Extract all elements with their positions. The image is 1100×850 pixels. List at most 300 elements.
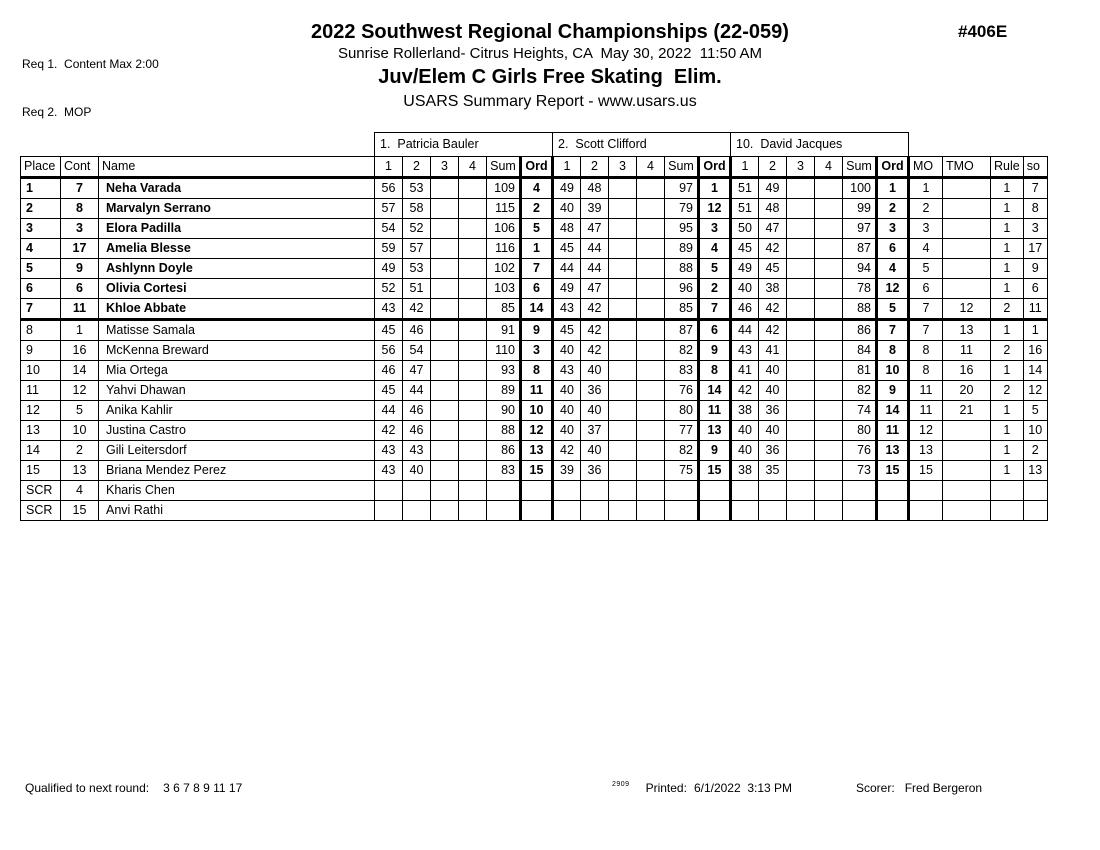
tmo-cell xyxy=(943,279,991,299)
score-cell xyxy=(609,381,637,401)
rule-cell: 1 xyxy=(991,461,1024,481)
score-cell xyxy=(431,421,459,441)
tmo-cell: 13 xyxy=(943,320,991,341)
score-cell: 42 xyxy=(581,320,609,341)
place-cell: 14 xyxy=(21,441,61,461)
table-row xyxy=(21,341,1048,361)
sum-cell: 109 xyxy=(487,178,521,199)
cont-cell: 17 xyxy=(61,239,99,259)
ord-cell: 10 xyxy=(521,401,553,421)
score-cell: 46 xyxy=(403,401,431,421)
version-note: 2909 xyxy=(612,781,630,788)
score-cell: 36 xyxy=(581,381,609,401)
ord-cell xyxy=(521,501,553,521)
score-cell: 40 xyxy=(581,401,609,421)
column-header-mo: MO xyxy=(909,157,943,178)
mo-cell: 7 xyxy=(909,299,943,320)
place-cell: SCR xyxy=(21,481,61,501)
score-cell xyxy=(609,178,637,199)
score-cell xyxy=(609,421,637,441)
ord-cell: 12 xyxy=(877,279,909,299)
mo-cell: 8 xyxy=(909,361,943,381)
ord-cell: 8 xyxy=(877,341,909,361)
score-cell xyxy=(459,361,487,381)
so-cell: 9 xyxy=(1023,259,1047,279)
score-cell xyxy=(459,219,487,239)
score-cell: 42 xyxy=(759,299,787,320)
score-cell: 49 xyxy=(731,259,759,279)
rule-cell: 2 xyxy=(991,299,1024,320)
results-table xyxy=(20,132,1048,521)
tmo-cell: 21 xyxy=(943,401,991,421)
judge-header-row xyxy=(21,133,1048,157)
sum-cell: 93 xyxy=(487,361,521,381)
score-cell xyxy=(637,199,665,219)
rule-cell: 2 xyxy=(991,341,1024,361)
score-cell xyxy=(459,481,487,501)
mo-cell: 11 xyxy=(909,381,943,401)
score-cell: 40 xyxy=(759,421,787,441)
cont-cell: 4 xyxy=(61,481,99,501)
mo-cell xyxy=(909,501,943,521)
score-cell xyxy=(787,461,815,481)
score-cell: 43 xyxy=(553,299,581,320)
score-cell: 44 xyxy=(581,239,609,259)
score-cell: 45 xyxy=(553,239,581,259)
tmo-cell: 12 xyxy=(943,299,991,320)
score-cell xyxy=(815,361,843,381)
score-cell xyxy=(581,481,609,501)
place-cell: 11 xyxy=(21,381,61,401)
ord-cell: 4 xyxy=(521,178,553,199)
ord-cell: 4 xyxy=(699,239,731,259)
score-cell: 36 xyxy=(759,401,787,421)
table-head xyxy=(21,133,1048,178)
ord-cell xyxy=(521,481,553,501)
score-cell xyxy=(731,501,759,521)
column-header-so: so xyxy=(1023,157,1047,178)
so-cell: 3 xyxy=(1023,219,1047,239)
tmo-cell xyxy=(943,441,991,461)
score-cell xyxy=(609,320,637,341)
ord-cell: 9 xyxy=(521,320,553,341)
sum-cell: 106 xyxy=(487,219,521,239)
ord-cell xyxy=(699,481,731,501)
sum-cell xyxy=(665,501,699,521)
score-cell xyxy=(787,299,815,320)
score-cell xyxy=(815,401,843,421)
score-cell: 46 xyxy=(403,421,431,441)
sum-cell: 110 xyxy=(487,341,521,361)
table-row xyxy=(21,381,1048,401)
score-cell xyxy=(431,259,459,279)
ord-cell: 3 xyxy=(699,219,731,239)
sum-cell xyxy=(843,481,877,501)
ord-cell xyxy=(699,501,731,521)
column-header-sum: Sum xyxy=(843,157,877,178)
sum-cell: 116 xyxy=(487,239,521,259)
table-row xyxy=(21,401,1048,421)
score-cell xyxy=(787,381,815,401)
score-cell: 40 xyxy=(553,199,581,219)
mo-cell: 6 xyxy=(909,279,943,299)
score-cell: 41 xyxy=(731,361,759,381)
ord-cell: 5 xyxy=(521,219,553,239)
score-cell: 42 xyxy=(731,381,759,401)
cont-cell: 16 xyxy=(61,341,99,361)
mo-cell: 3 xyxy=(909,219,943,239)
so-cell: 13 xyxy=(1023,461,1047,481)
score-cell: 59 xyxy=(375,239,403,259)
cont-cell: 6 xyxy=(61,279,99,299)
name-cell: Elora Padilla xyxy=(99,219,375,239)
name-cell: Matisse Samala xyxy=(99,320,375,341)
score-cell xyxy=(459,401,487,421)
cont-cell: 9 xyxy=(61,259,99,279)
mo-cell: 1 xyxy=(909,178,943,199)
score-cell: 49 xyxy=(553,279,581,299)
rule-cell: 1 xyxy=(991,219,1024,239)
ord-cell: 14 xyxy=(877,401,909,421)
score-cell: 43 xyxy=(375,461,403,481)
score-cell xyxy=(459,320,487,341)
score-cell xyxy=(431,461,459,481)
judge-name-header-2: 2. Scott Clifford xyxy=(553,133,731,157)
score-cell: 58 xyxy=(403,199,431,219)
score-cell xyxy=(459,441,487,461)
score-cell: 39 xyxy=(581,199,609,219)
score-cell xyxy=(787,421,815,441)
cont-cell: 12 xyxy=(61,381,99,401)
column-header-1: 1 xyxy=(375,157,403,178)
column-header-row xyxy=(21,157,1048,178)
rule-cell: 1 xyxy=(991,320,1024,341)
sum-cell: 103 xyxy=(487,279,521,299)
score-cell: 44 xyxy=(403,381,431,401)
score-cell: 48 xyxy=(553,219,581,239)
score-cell xyxy=(431,279,459,299)
tmo-cell xyxy=(943,239,991,259)
ord-cell: 7 xyxy=(521,259,553,279)
ord-cell: 11 xyxy=(877,421,909,441)
sum-cell: 88 xyxy=(665,259,699,279)
score-cell xyxy=(609,441,637,461)
rule-cell: 1 xyxy=(991,239,1024,259)
ord-cell xyxy=(877,501,909,521)
score-cell: 40 xyxy=(581,361,609,381)
name-cell: Kharis Chen xyxy=(99,481,375,501)
ord-cell: 8 xyxy=(699,361,731,381)
place-cell: 2 xyxy=(21,199,61,219)
score-cell xyxy=(431,501,459,521)
ord-cell: 12 xyxy=(699,199,731,219)
sum-cell xyxy=(665,481,699,501)
column-header-place: Place xyxy=(21,157,61,178)
sum-cell xyxy=(487,481,521,501)
score-cell xyxy=(637,320,665,341)
table-row xyxy=(21,239,1048,259)
score-cell: 47 xyxy=(759,219,787,239)
name-cell: Justina Castro xyxy=(99,421,375,441)
ord-cell: 11 xyxy=(699,401,731,421)
score-cell xyxy=(815,320,843,341)
judge-header-spacer-right xyxy=(909,133,1048,157)
so-cell: 2 xyxy=(1023,441,1047,461)
score-cell: 53 xyxy=(403,178,431,199)
column-header-rule: Rule xyxy=(991,157,1024,178)
score-cell xyxy=(637,441,665,461)
score-cell: 40 xyxy=(731,279,759,299)
score-cell: 50 xyxy=(731,219,759,239)
score-cell xyxy=(759,501,787,521)
score-cell xyxy=(637,279,665,299)
cont-cell: 2 xyxy=(61,441,99,461)
score-cell: 40 xyxy=(553,401,581,421)
score-cell xyxy=(553,501,581,521)
place-cell: 8 xyxy=(21,320,61,341)
event-title: Juv/Elem C Girls Free Skating Elim. xyxy=(378,66,722,88)
score-cell xyxy=(609,361,637,381)
score-cell: 53 xyxy=(403,259,431,279)
score-cell xyxy=(609,341,637,361)
rule-cell xyxy=(991,501,1024,521)
tmo-cell xyxy=(943,461,991,481)
championship-title: 2022 Southwest Regional Championships (22-059) xyxy=(311,21,789,43)
mo-cell: 4 xyxy=(909,239,943,259)
score-cell: 42 xyxy=(581,341,609,361)
score-cell xyxy=(459,279,487,299)
score-cell: 54 xyxy=(403,341,431,361)
sum-cell: 90 xyxy=(487,401,521,421)
score-cell xyxy=(459,259,487,279)
score-cell: 41 xyxy=(759,341,787,361)
score-cell xyxy=(609,239,637,259)
score-cell: 44 xyxy=(581,259,609,279)
printed-label: Printed: xyxy=(645,781,687,795)
scorer-name: Fred Bergeron xyxy=(904,781,983,795)
score-cell xyxy=(637,341,665,361)
score-cell xyxy=(759,481,787,501)
score-cell: 42 xyxy=(581,299,609,320)
tmo-cell: 20 xyxy=(943,381,991,401)
sum-cell: 81 xyxy=(843,361,877,381)
ord-cell: 14 xyxy=(699,381,731,401)
rule-cell xyxy=(991,481,1024,501)
score-cell: 43 xyxy=(731,341,759,361)
score-cell xyxy=(637,401,665,421)
ord-cell xyxy=(877,481,909,501)
ord-cell: 6 xyxy=(877,239,909,259)
name-cell: Yahvi Dhawan xyxy=(99,381,375,401)
tmo-cell xyxy=(943,199,991,219)
sum-cell: 82 xyxy=(665,341,699,361)
sum-cell: 88 xyxy=(843,299,877,320)
ord-cell: 9 xyxy=(699,341,731,361)
place-cell: 5 xyxy=(21,259,61,279)
sum-cell: 80 xyxy=(665,401,699,421)
score-cell xyxy=(787,501,815,521)
column-header-3: 3 xyxy=(609,157,637,178)
score-cell xyxy=(637,219,665,239)
name-cell: Anvi Rathi xyxy=(99,501,375,521)
score-cell xyxy=(459,381,487,401)
name-cell: Briana Mendez Perez xyxy=(99,461,375,481)
score-cell xyxy=(637,461,665,481)
score-cell xyxy=(609,279,637,299)
score-cell xyxy=(459,461,487,481)
mo-cell: 11 xyxy=(909,401,943,421)
column-header-4: 4 xyxy=(815,157,843,178)
score-cell xyxy=(609,259,637,279)
score-cell: 35 xyxy=(759,461,787,481)
ord-cell: 13 xyxy=(699,421,731,441)
score-cell xyxy=(815,341,843,361)
score-cell xyxy=(459,199,487,219)
score-cell: 46 xyxy=(731,299,759,320)
score-cell: 43 xyxy=(375,299,403,320)
score-cell xyxy=(581,501,609,521)
score-cell: 45 xyxy=(731,239,759,259)
score-cell xyxy=(637,361,665,381)
rule-cell: 1 xyxy=(991,279,1024,299)
table-row xyxy=(21,441,1048,461)
so-cell: 1 xyxy=(1023,320,1047,341)
ord-cell: 4 xyxy=(877,259,909,279)
sum-cell: 84 xyxy=(843,341,877,361)
rule-cell: 1 xyxy=(991,199,1024,219)
ord-cell: 3 xyxy=(521,341,553,361)
score-cell: 45 xyxy=(553,320,581,341)
score-cell: 45 xyxy=(375,320,403,341)
ord-cell: 7 xyxy=(877,320,909,341)
rule-cell: 1 xyxy=(991,441,1024,461)
column-header-3: 3 xyxy=(787,157,815,178)
score-cell: 49 xyxy=(553,178,581,199)
place-cell: SCR xyxy=(21,501,61,521)
table-row xyxy=(21,299,1048,320)
score-cell: 49 xyxy=(759,178,787,199)
column-header-4: 4 xyxy=(637,157,665,178)
ord-cell: 2 xyxy=(877,199,909,219)
score-cell xyxy=(609,219,637,239)
cont-cell: 3 xyxy=(61,219,99,239)
score-cell xyxy=(375,481,403,501)
cont-cell: 8 xyxy=(61,199,99,219)
cont-cell: 13 xyxy=(61,461,99,481)
report-header xyxy=(0,20,1100,113)
score-cell: 40 xyxy=(731,421,759,441)
score-cell: 38 xyxy=(759,279,787,299)
ord-cell: 7 xyxy=(699,299,731,320)
score-cell: 37 xyxy=(581,421,609,441)
so-cell: 12 xyxy=(1023,381,1047,401)
sum-cell: 97 xyxy=(843,219,877,239)
score-cell: 56 xyxy=(375,178,403,199)
sum-cell: 73 xyxy=(843,461,877,481)
tmo-cell: 11 xyxy=(943,341,991,361)
name-cell: Gili Leitersdorf xyxy=(99,441,375,461)
sum-cell: 86 xyxy=(487,441,521,461)
rule-cell: 1 xyxy=(991,361,1024,381)
score-cell xyxy=(609,501,637,521)
score-cell: 36 xyxy=(581,461,609,481)
score-cell xyxy=(459,501,487,521)
requirement-2: Req 2. MOP xyxy=(22,105,92,119)
place-cell: 4 xyxy=(21,239,61,259)
mo-cell: 2 xyxy=(909,199,943,219)
place-cell: 3 xyxy=(21,219,61,239)
score-cell: 39 xyxy=(553,461,581,481)
cont-cell: 7 xyxy=(61,178,99,199)
place-cell: 15 xyxy=(21,461,61,481)
so-cell: 6 xyxy=(1023,279,1047,299)
score-cell: 57 xyxy=(375,199,403,219)
mo-cell: 15 xyxy=(909,461,943,481)
rule-cell: 1 xyxy=(991,259,1024,279)
column-header-2: 2 xyxy=(403,157,431,178)
so-cell xyxy=(1023,501,1047,521)
ord-cell: 1 xyxy=(699,178,731,199)
column-header-2: 2 xyxy=(581,157,609,178)
score-cell xyxy=(431,401,459,421)
ord-cell: 14 xyxy=(521,299,553,320)
judge-name-header-1: 1. Patricia Bauler xyxy=(375,133,553,157)
score-cell xyxy=(787,320,815,341)
table-row xyxy=(21,199,1048,219)
column-header-cont: Cont xyxy=(61,157,99,178)
rule-cell: 2 xyxy=(991,381,1024,401)
score-cell: 56 xyxy=(375,341,403,361)
score-cell xyxy=(637,239,665,259)
sum-cell: 83 xyxy=(665,361,699,381)
score-cell xyxy=(431,320,459,341)
score-cell xyxy=(787,178,815,199)
place-cell: 1 xyxy=(21,178,61,199)
ord-cell: 9 xyxy=(699,441,731,461)
ord-cell: 1 xyxy=(521,239,553,259)
event-number: #406E xyxy=(958,22,1008,41)
ord-cell: 15 xyxy=(521,461,553,481)
table-row xyxy=(21,461,1048,481)
sum-cell: 85 xyxy=(487,299,521,320)
column-header-ord: Ord xyxy=(521,157,553,178)
ord-cell: 8 xyxy=(521,361,553,381)
name-cell: Ashlynn Doyle xyxy=(99,259,375,279)
name-cell: McKenna Breward xyxy=(99,341,375,361)
sum-cell: 74 xyxy=(843,401,877,421)
cont-cell: 15 xyxy=(61,501,99,521)
column-header-2: 2 xyxy=(759,157,787,178)
place-cell: 7 xyxy=(21,299,61,320)
sum-cell: 77 xyxy=(665,421,699,441)
sum-cell: 99 xyxy=(843,199,877,219)
rule-cell: 1 xyxy=(991,401,1024,421)
score-cell xyxy=(787,401,815,421)
column-header-ord: Ord xyxy=(877,157,909,178)
sum-cell: 96 xyxy=(665,279,699,299)
score-cell: 42 xyxy=(759,320,787,341)
cont-cell: 1 xyxy=(61,320,99,341)
printed-timestamp: 6/1/2022 3:13 PM xyxy=(693,781,793,795)
so-cell: 14 xyxy=(1023,361,1047,381)
score-cell xyxy=(787,239,815,259)
score-cell xyxy=(637,381,665,401)
so-cell: 10 xyxy=(1023,421,1047,441)
score-cell xyxy=(431,199,459,219)
score-cell: 52 xyxy=(403,219,431,239)
score-cell xyxy=(787,341,815,361)
so-cell: 8 xyxy=(1023,199,1047,219)
